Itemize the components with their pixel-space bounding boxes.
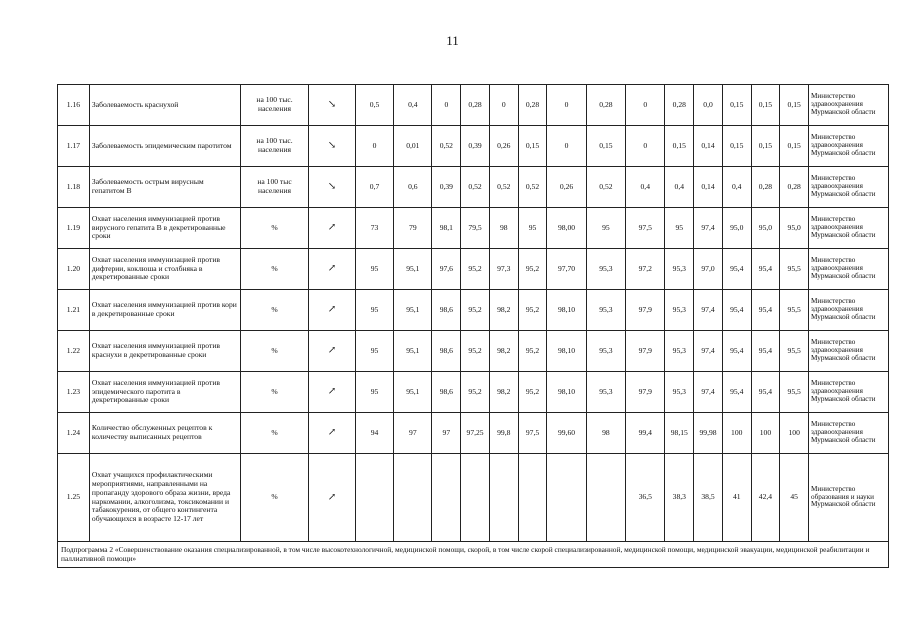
table-body: [58, 85, 889, 568]
value-cell: [432, 454, 461, 542]
table-row: [58, 454, 889, 542]
value-cell: 95,3: [586, 249, 625, 290]
value-cell: 99,98: [694, 413, 723, 454]
value-cell: 98: [586, 413, 625, 454]
indicator-name: Охват населения иммунизацией против краснухи в декретированные сроки: [89, 331, 240, 372]
value-cell: 98,2: [489, 372, 518, 413]
unit-cell: %: [240, 413, 308, 454]
unit-cell: %: [240, 331, 308, 372]
value-cell: 0: [626, 126, 665, 167]
value-cell: 0,28: [780, 167, 809, 208]
trend-arrow-icon: ↘: [309, 126, 356, 167]
subprogram-title: Подпрограмма 2 «Совершенствование оказания специализированной, в том числе высокотехнологичной, медицинской помощи, скорой, в том числе скорой специализированной, медицинской помощи, медицинской эвакуации, медицинской реабилитации и паллиативной помощи»: [58, 542, 889, 568]
value-cell: 0: [432, 85, 461, 126]
value-cell: 97,5: [626, 208, 665, 249]
value-cell: 98,6: [432, 290, 461, 331]
table-row: [58, 372, 889, 413]
value-cell: [518, 454, 547, 542]
value-cell: 0,4: [626, 167, 665, 208]
value-cell: 0,39: [432, 167, 461, 208]
indicator-name: Заболеваемость краснухой: [89, 85, 240, 126]
value-cell: 0,6: [394, 167, 432, 208]
value-cell: 95,2: [461, 290, 490, 331]
row-number: 1.17: [58, 126, 90, 167]
value-cell: 97,4: [694, 372, 723, 413]
value-cell: 97,4: [694, 290, 723, 331]
trend-arrow-icon: ↗: [309, 249, 356, 290]
value-cell: 95,0: [722, 208, 751, 249]
unit-cell: на 100 тыс. населения: [240, 85, 308, 126]
value-cell: 0,15: [751, 85, 780, 126]
value-cell: 95,3: [586, 290, 625, 331]
value-cell: 79,5: [461, 208, 490, 249]
row-number: 1.20: [58, 249, 90, 290]
value-cell: 95,2: [518, 331, 547, 372]
row-number: 1.22: [58, 331, 90, 372]
value-cell: 99,4: [626, 413, 665, 454]
value-cell: 97,5: [518, 413, 547, 454]
value-cell: 73: [355, 208, 393, 249]
value-cell: 0,52: [586, 167, 625, 208]
value-cell: 0,15: [586, 126, 625, 167]
value-cell: 98,6: [432, 331, 461, 372]
value-cell: 95,1: [394, 249, 432, 290]
value-cell: 97: [432, 413, 461, 454]
value-cell: 0,01: [394, 126, 432, 167]
value-cell: 97,9: [626, 290, 665, 331]
row-number: 1.23: [58, 372, 90, 413]
responsible-org: Министерство здравоохранения Мурманской области: [809, 85, 889, 126]
value-cell: 0,15: [665, 126, 694, 167]
value-cell: 38,5: [694, 454, 723, 542]
value-cell: 95,3: [586, 372, 625, 413]
row-number: 1.18: [58, 167, 90, 208]
value-cell: 98,10: [547, 331, 586, 372]
value-cell: 0,14: [694, 167, 723, 208]
value-cell: 95,2: [518, 249, 547, 290]
value-cell: 99,60: [547, 413, 586, 454]
value-cell: 97,4: [694, 208, 723, 249]
value-cell: 95,2: [461, 331, 490, 372]
value-cell: [394, 454, 432, 542]
trend-arrow-icon: ↘: [309, 167, 356, 208]
indicator-table-wrap: [57, 84, 889, 568]
value-cell: 95,3: [665, 372, 694, 413]
trend-arrow-icon: ↗: [309, 208, 356, 249]
value-cell: 98: [489, 208, 518, 249]
responsible-org: Министерство образования и науки Мурманской области: [809, 454, 889, 542]
value-cell: 97,4: [694, 331, 723, 372]
value-cell: 0,4: [665, 167, 694, 208]
value-cell: 0: [547, 126, 586, 167]
trend-arrow-icon: ↗: [309, 331, 356, 372]
value-cell: 0,52: [489, 167, 518, 208]
value-cell: 38,3: [665, 454, 694, 542]
table-row: [58, 208, 889, 249]
trend-arrow-icon: ↗: [309, 290, 356, 331]
trend-arrow-icon: ↗: [309, 454, 356, 542]
value-cell: 95: [586, 208, 625, 249]
value-cell: 97,3: [489, 249, 518, 290]
value-cell: 95,1: [394, 372, 432, 413]
value-cell: 0,28: [461, 85, 490, 126]
value-cell: 97,25: [461, 413, 490, 454]
value-cell: 95,5: [780, 372, 809, 413]
table-row: [58, 290, 889, 331]
responsible-org: Министерство здравоохранения Мурманской области: [809, 126, 889, 167]
value-cell: 98,6: [432, 372, 461, 413]
value-cell: 97,9: [626, 331, 665, 372]
value-cell: 0,14: [694, 126, 723, 167]
value-cell: 0,28: [586, 85, 625, 126]
indicator-name: Заболеваемость острым вирусным гепатитом В: [89, 167, 240, 208]
trend-arrow-icon: ↗: [309, 413, 356, 454]
value-cell: 97: [394, 413, 432, 454]
row-number: 1.21: [58, 290, 90, 331]
value-cell: 95,4: [722, 331, 751, 372]
value-cell: 36,5: [626, 454, 665, 542]
value-cell: 95: [665, 208, 694, 249]
value-cell: 0,15: [722, 126, 751, 167]
table-row: [58, 249, 889, 290]
value-cell: 95,5: [780, 331, 809, 372]
value-cell: 0,4: [394, 85, 432, 126]
value-cell: 0: [489, 85, 518, 126]
value-cell: 97,9: [626, 372, 665, 413]
responsible-org: Министерство здравоохранения Мурманской области: [809, 331, 889, 372]
indicator-name: Охват населения иммунизацией против эпидемического паротита в декретированные сроки: [89, 372, 240, 413]
value-cell: 0,52: [461, 167, 490, 208]
value-cell: 79: [394, 208, 432, 249]
value-cell: 98,1: [432, 208, 461, 249]
indicator-name: Охват населения иммунизацией против кори в декретированные сроки: [89, 290, 240, 331]
value-cell: 0,39: [461, 126, 490, 167]
value-cell: 95,4: [751, 331, 780, 372]
value-cell: 95: [355, 331, 393, 372]
value-cell: 0,5: [355, 85, 393, 126]
value-cell: 98,10: [547, 372, 586, 413]
value-cell: 95,3: [665, 249, 694, 290]
row-number: 1.24: [58, 413, 90, 454]
value-cell: 0: [355, 126, 393, 167]
value-cell: 95,1: [394, 290, 432, 331]
row-number: 1.16: [58, 85, 90, 126]
value-cell: [461, 454, 490, 542]
value-cell: 94: [355, 413, 393, 454]
table-row: [58, 413, 889, 454]
unit-cell: %: [240, 372, 308, 413]
value-cell: 95,2: [518, 372, 547, 413]
value-cell: 100: [722, 413, 751, 454]
value-cell: 0,7: [355, 167, 393, 208]
value-cell: 95,4: [751, 290, 780, 331]
trend-arrow-icon: ↗: [309, 372, 356, 413]
value-cell: 0: [547, 85, 586, 126]
trend-arrow-icon: ↘: [309, 85, 356, 126]
unit-cell: %: [240, 208, 308, 249]
value-cell: 0,26: [547, 167, 586, 208]
responsible-org: Министерство здравоохранения Мурманской области: [809, 290, 889, 331]
value-cell: 98,2: [489, 331, 518, 372]
value-cell: 100: [751, 413, 780, 454]
value-cell: 0,15: [780, 85, 809, 126]
value-cell: 0,4: [722, 167, 751, 208]
unit-cell: %: [240, 290, 308, 331]
responsible-org: Министерство здравоохранения Мурманской области: [809, 372, 889, 413]
value-cell: 95,0: [780, 208, 809, 249]
subprogram-row: [58, 542, 889, 568]
value-cell: 100: [780, 413, 809, 454]
value-cell: 95,3: [665, 290, 694, 331]
unit-cell: %: [240, 454, 308, 542]
value-cell: 95,2: [461, 249, 490, 290]
value-cell: [586, 454, 625, 542]
indicator-name: Охват учащихся профилактическими мероприятиями, направленными на пропаганду здорового образа жизни, вреда наркомании, алкоголизма, токсикомании и табакокурения, от общего контингента обучающихся в возрасте 12-17 лет: [89, 454, 240, 542]
value-cell: 95,5: [780, 249, 809, 290]
page-number: 11: [446, 33, 459, 48]
value-cell: 98,2: [489, 290, 518, 331]
responsible-org: Министерство здравоохранения Мурманской области: [809, 413, 889, 454]
table-row: [58, 167, 889, 208]
value-cell: 97,0: [694, 249, 723, 290]
responsible-org: Министерство здравоохранения Мурманской области: [809, 208, 889, 249]
indicator-name: Заболеваемость эпидемическим паротитом: [89, 126, 240, 167]
value-cell: 41: [722, 454, 751, 542]
table-row: [58, 126, 889, 167]
value-cell: 0,15: [780, 126, 809, 167]
value-cell: 95,1: [394, 331, 432, 372]
value-cell: 95,4: [722, 372, 751, 413]
value-cell: [489, 454, 518, 542]
value-cell: 95: [355, 372, 393, 413]
unit-cell: на 100 тыс. населения: [240, 126, 308, 167]
value-cell: 45: [780, 454, 809, 542]
value-cell: 95,2: [518, 290, 547, 331]
unit-cell: на 100 тыс населения: [240, 167, 308, 208]
value-cell: 95: [518, 208, 547, 249]
value-cell: 98,15: [665, 413, 694, 454]
value-cell: 97,6: [432, 249, 461, 290]
value-cell: 0,52: [432, 126, 461, 167]
value-cell: 95,0: [751, 208, 780, 249]
value-cell: 95,4: [751, 249, 780, 290]
indicator-name: Охват населения иммунизацией против дифтерии, коклюша и столбняка в декретированные сроки: [89, 249, 240, 290]
value-cell: 95: [355, 249, 393, 290]
indicator-name: Количество обслуженных рецептов к количеству выписанных рецептов: [89, 413, 240, 454]
value-cell: 97,70: [547, 249, 586, 290]
value-cell: 95,3: [665, 331, 694, 372]
indicator-name: Охват населения иммунизацией против вирусного гепатита В в декретированные сроки: [89, 208, 240, 249]
row-number: 1.19: [58, 208, 90, 249]
value-cell: 98,10: [547, 290, 586, 331]
value-cell: 0,26: [489, 126, 518, 167]
value-cell: [547, 454, 586, 542]
value-cell: 42,4: [751, 454, 780, 542]
value-cell: 95,4: [751, 372, 780, 413]
value-cell: 95,4: [722, 249, 751, 290]
value-cell: 99,8: [489, 413, 518, 454]
value-cell: 98,00: [547, 208, 586, 249]
value-cell: 0,28: [751, 167, 780, 208]
value-cell: 0,28: [665, 85, 694, 126]
table-row: [58, 331, 889, 372]
value-cell: 95,2: [461, 372, 490, 413]
responsible-org: Министерство здравоохранения Мурманской области: [809, 167, 889, 208]
value-cell: 0,15: [518, 126, 547, 167]
value-cell: 0,15: [751, 126, 780, 167]
value-cell: 0,0: [694, 85, 723, 126]
value-cell: 95,5: [780, 290, 809, 331]
value-cell: 0,28: [518, 85, 547, 126]
unit-cell: %: [240, 249, 308, 290]
value-cell: 95,4: [722, 290, 751, 331]
value-cell: 0: [626, 85, 665, 126]
table-row: [58, 85, 889, 126]
responsible-org: Министерство здравоохранения Мурманской области: [809, 249, 889, 290]
value-cell: 95: [355, 290, 393, 331]
value-cell: 0,52: [518, 167, 547, 208]
value-cell: 97,2: [626, 249, 665, 290]
value-cell: 0,15: [722, 85, 751, 126]
value-cell: [355, 454, 393, 542]
value-cell: 95,3: [586, 331, 625, 372]
row-number: 1.25: [58, 454, 90, 542]
indicator-table: [57, 84, 889, 568]
